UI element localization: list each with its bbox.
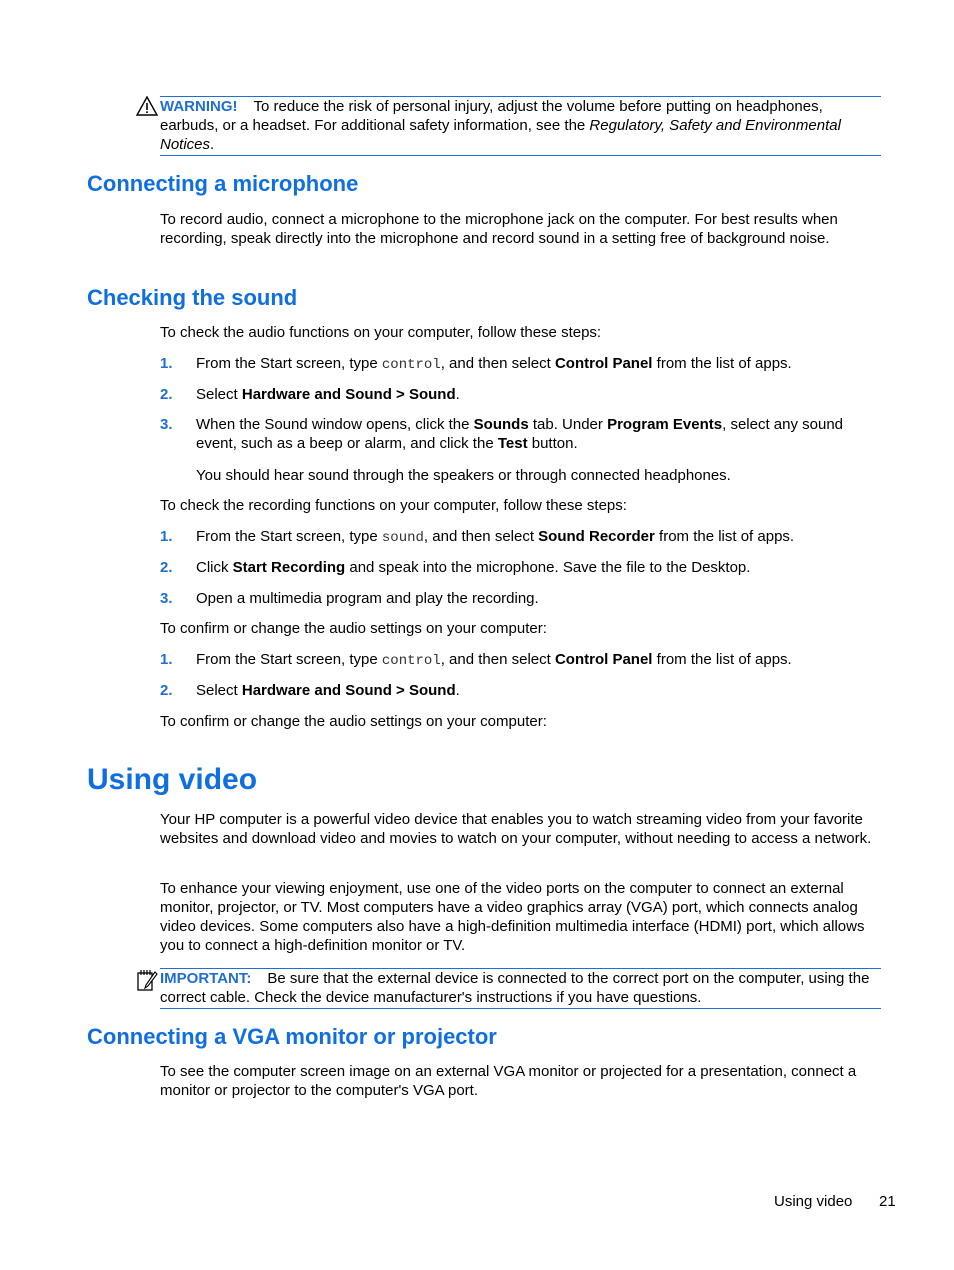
code-sound: sound: [381, 530, 424, 546]
note-pad-icon: [136, 968, 158, 997]
important-note: [160, 968, 881, 1009]
warning-triangle-icon: [136, 96, 158, 121]
list-number: 1.: [160, 651, 173, 668]
important-text: Be sure that the external device is connected to the correct port on the computer, using the correct cable. Check the device manufacturer's instructions if you have questions.: [160, 970, 870, 1006]
heading-checking-sound: Checking the sound: [87, 285, 298, 310]
sound-intro-3: To confirm or change the audio settings on your computer:: [160, 620, 547, 637]
list-number: 3.: [160, 416, 173, 433]
warning-reference: Regulatory, Safety and Environmental Notices: [160, 117, 841, 153]
heading-using-video: Using video: [87, 763, 258, 796]
list-item: From the Start screen, type control, and then select Control Panel from the list of apps.: [196, 651, 792, 669]
vga-paragraph: To see the computer screen image on an external VGA monitor or projected for a presentation, connect a monitor or projector to the computer's VGA port.: [160, 1063, 857, 1099]
list-item: Select Hardware and Sound > Sound.: [196, 386, 460, 403]
video-paragraph-1: Your HP computer is a powerful video device that enables you to watch streaming video from your favorite websites and download video and movies to watch on your computer, without needing to access a network.: [160, 811, 872, 847]
list-number: 2.: [160, 386, 173, 403]
list-number: 2.: [160, 559, 173, 576]
sound-intro-1: To check the audio functions on your computer, follow these steps:: [160, 324, 602, 341]
list-item: From the Start screen, type sound, and then select Sound Recorder from the list of apps.: [196, 528, 795, 546]
warning-note: WARNING! To reduce the risk of personal injury, adjust the volume before putting on headphones, earbuds, or a headset. For additional safety information, see the Regulatory, Safety and Environmental Notices.: [160, 96, 881, 156]
list-item: From the Start screen, type control, and then select Control Panel from the list of apps.: [196, 355, 792, 373]
microphone-paragraph: To record audio, connect a microphone to the microphone jack on the computer. For best results when recording, speak directly into the microphone and record sound in a setting free of background noise.: [160, 211, 838, 247]
list-item: Open a multimedia program and play the recording.: [196, 590, 539, 607]
warning-text: To reduce the risk of personal injury, adjust the volume before putting on headphones, earbuds, or a headset. For additional safety information, see the: [160, 98, 823, 134]
important-label: IMPORTANT:: [160, 970, 252, 987]
list-number: 1.: [160, 528, 173, 545]
sound-outro: To confirm or change the audio settings on your computer:: [160, 713, 547, 730]
list-item: When the Sound window opens, click the Sounds tab. Under Program Events, select any sound event, such as a beep or alarm, and click the Test button.: [196, 416, 844, 452]
footer-section-title: Using video: [774, 1193, 853, 1210]
heading-connecting-microphone: Connecting a microphone: [87, 171, 359, 196]
list-number: 3.: [160, 590, 173, 607]
code-control: control: [381, 653, 441, 669]
list-item: Click Start Recording and speak into the microphone. Save the file to the Desktop.: [196, 559, 751, 576]
step-note: You should hear sound through the speakers or through connected headphones.: [196, 467, 731, 484]
warning-label: WARNING!: [160, 98, 238, 115]
list-number: 2.: [160, 682, 173, 699]
list-item: Select Hardware and Sound > Sound.: [196, 682, 460, 699]
code-control: control: [381, 357, 441, 373]
video-paragraph-2: To enhance your viewing enjoyment, use one of the video ports on the computer to connect an external monitor, projector, or TV. Most computers have a video graphics array (VGA) port, which connects analog video devices. Some computers also have a high-definition multimedia interface (HDMI) port, which allows you to connect a high-definition monitor or TV.: [160, 880, 865, 954]
list-number: 1.: [160, 355, 173, 372]
heading-connecting-vga: Connecting a VGA monitor or projector: [87, 1024, 497, 1049]
page-number: 21: [879, 1193, 896, 1210]
sound-intro-2: To check the recording functions on your computer, follow these steps:: [160, 497, 627, 514]
